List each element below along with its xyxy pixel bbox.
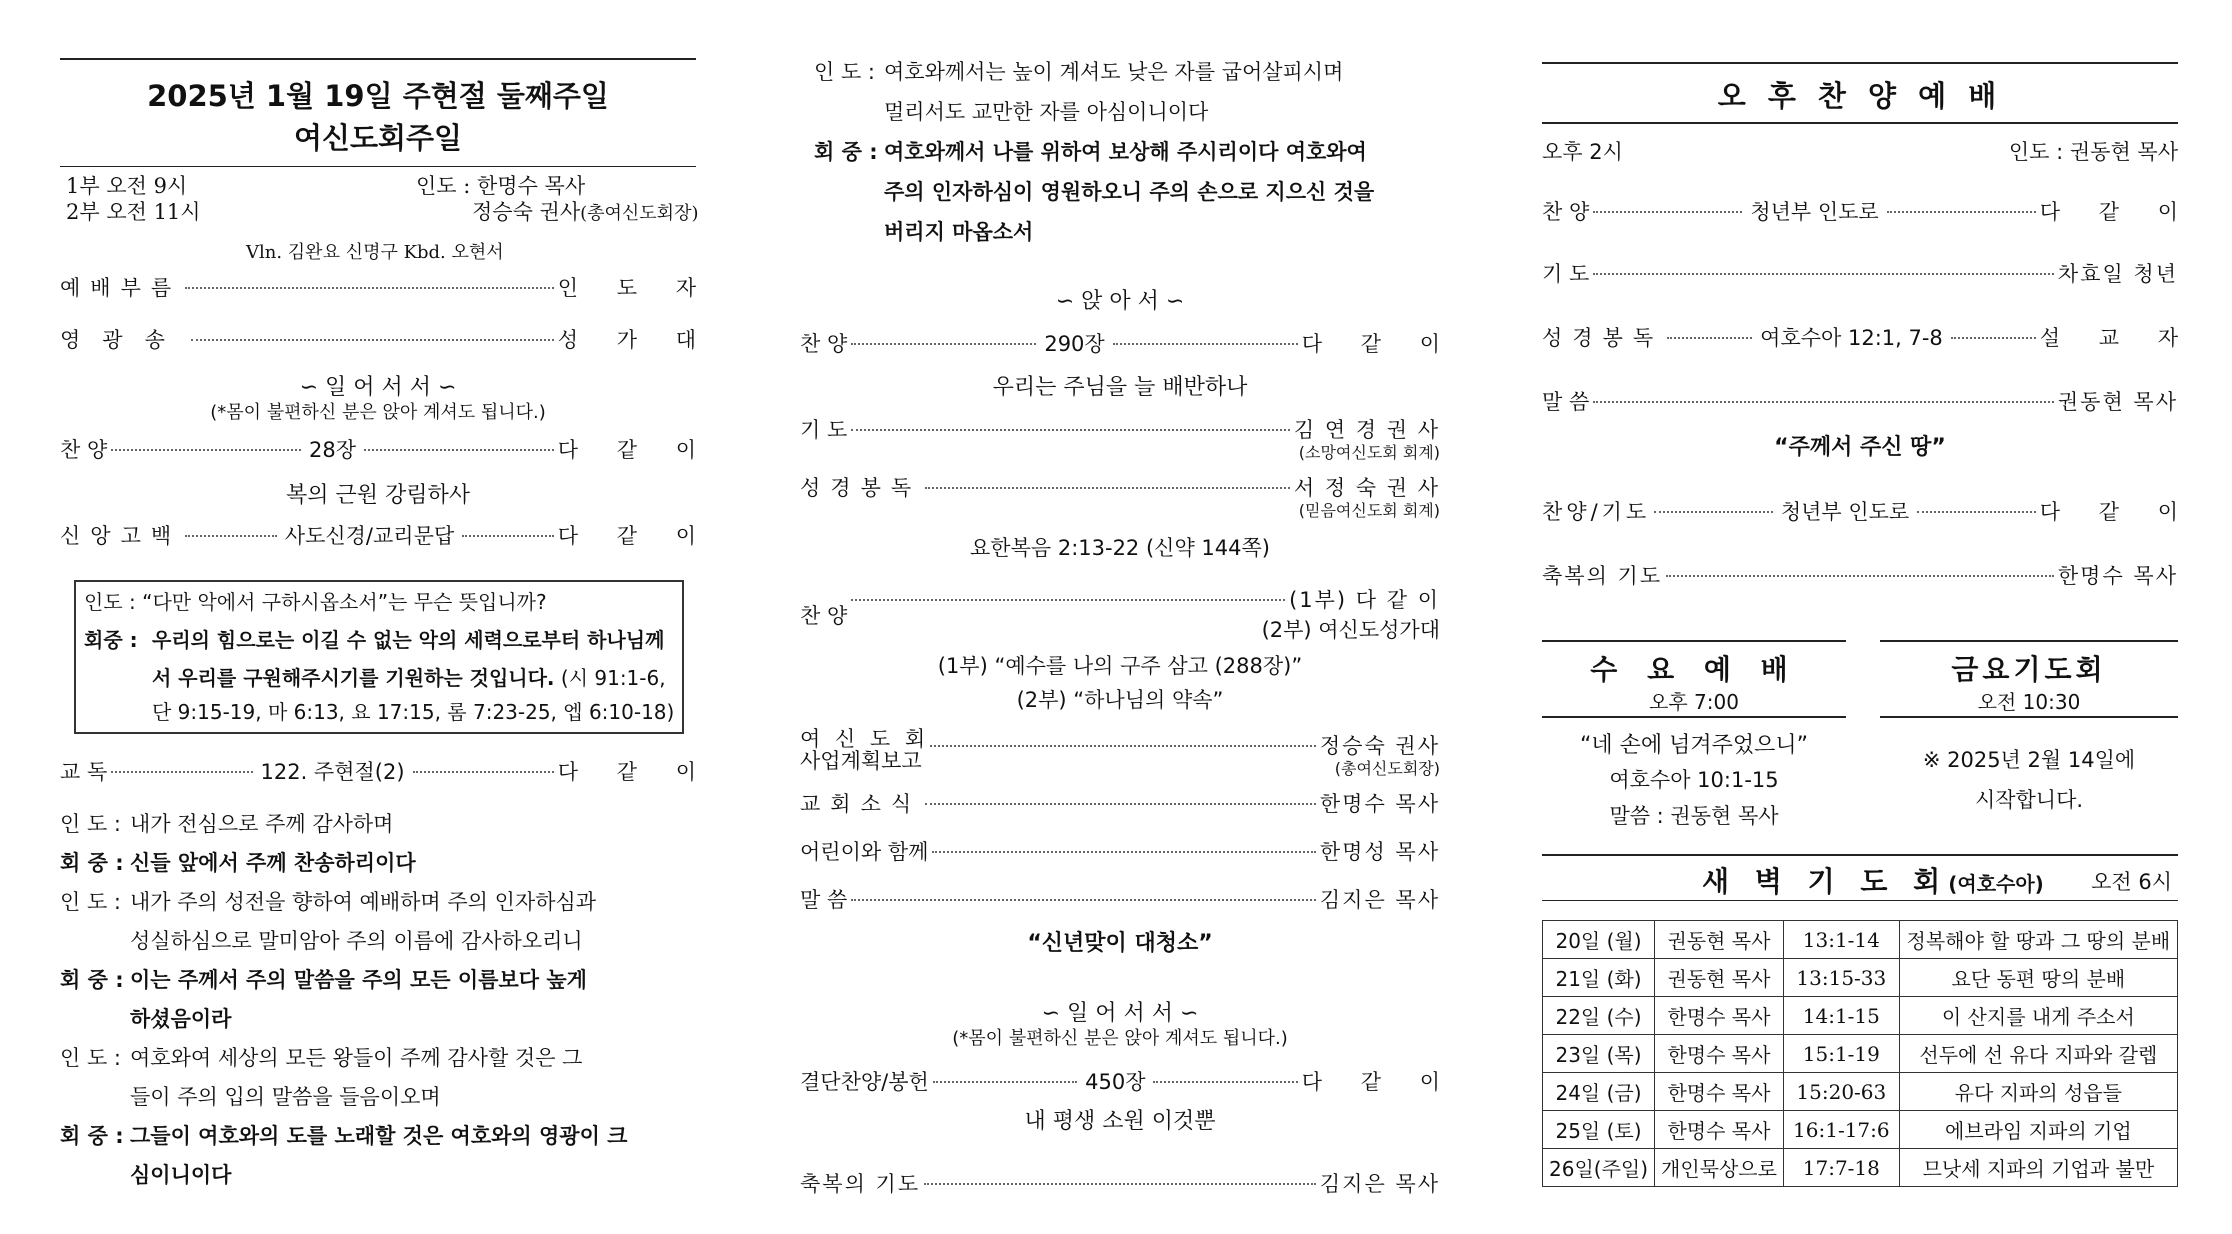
catechism-ref-line: 단 9:15-19, 마 6:13, 요 17:15, 롬 7:23-25, 엡 6:10-18) <box>152 700 675 724</box>
reading-line: 하셨음이라 <box>130 1007 232 1031</box>
friday-title: 금요기도회 <box>1951 653 2107 686</box>
schedule-passage: 13:15-33 <box>1783 959 1899 997</box>
friday-note2: 시작합니다. <box>1974 788 2084 812</box>
plan-label1: 여 신 도 회 <box>800 727 930 751</box>
order-mid: 청년부 인도로 <box>1780 500 1910 524</box>
schedule-preacher: 한명수 목사 <box>1655 997 1784 1035</box>
leader-dots <box>1113 343 1298 345</box>
wednesday-speaker: 말씀 : 권동현 목사 <box>1609 804 1779 828</box>
schedule-date: 26일(주일) <box>1543 1149 1655 1187</box>
schedule-passage: 16:1-17:6 <box>1783 1111 1899 1149</box>
afternoon-header <box>1542 62 2178 124</box>
order-creed <box>60 520 712 550</box>
leader2-name: 정승숙 권사 <box>472 200 581 224</box>
sit-instruction: ∽ 앉 아 서 ∽ <box>1055 289 1185 314</box>
left-column <box>60 0 713 1234</box>
pm-order-praise-prayer <box>1542 496 2195 526</box>
reading-line: 심이니이다 <box>130 1163 232 1187</box>
plan-note: (총여신도회장) <box>1334 759 1440 778</box>
order-choir <box>800 584 1440 628</box>
top-rule <box>60 58 696 60</box>
order-label: 신앙고백 <box>60 524 182 548</box>
order-label: 교회소식 <box>800 792 922 816</box>
dawn-top-rule <box>1542 854 2178 856</box>
schedule-passage: 15:20-63 <box>1783 1073 1899 1111</box>
leader-dots <box>1153 1081 1297 1083</box>
order-label: 기 도 <box>800 418 848 442</box>
reading-line: 여호와께서는 높이 계셔도 낮은 자를 굽어살피시며 <box>884 60 1344 84</box>
schedule-date: 24일 (금) <box>1543 1073 1655 1111</box>
schedule-passage: 15:1-19 <box>1783 1035 1899 1073</box>
order-right: 서 정 숙 권 사 <box>1293 476 1440 500</box>
schedule-preacher: 한명수 목사 <box>1655 1073 1784 1111</box>
dawn-schedule <box>1542 920 2178 1187</box>
leader-dots <box>924 1183 1316 1185</box>
middle-column <box>800 0 1457 1234</box>
leader2 <box>472 196 698 226</box>
order-label: 축복의 기도 <box>800 1172 921 1196</box>
order-right: 다 같 이 <box>557 438 713 462</box>
stand-note: (*몸이 불편하신 분은 앉아 계셔도 됩니다.) <box>210 402 546 423</box>
catechism-answer-line2 <box>152 662 666 691</box>
friday-note1: ※ 2025년 2월 14일에 <box>1922 748 2136 772</box>
schedule-passage: 13:1-14 <box>1783 921 1899 959</box>
leader-dots <box>851 599 1285 601</box>
service1-time: 1부 오전 9시 <box>66 174 188 198</box>
leader-dots <box>851 343 1036 345</box>
table-row <box>1543 997 2178 1035</box>
leader-dots <box>1917 511 2036 513</box>
schedule-topic: 이 산지를 내게 주소서 <box>1899 997 2177 1035</box>
reading-line: 버리지 마옵소서 <box>884 220 1034 244</box>
afternoon-title: 오 후 찬 양 예 배 <box>1717 79 2003 113</box>
friday-header <box>1880 640 2178 718</box>
leader-dots <box>933 1081 1077 1083</box>
reading-line: 이는 주께서 주의 말씀을 주의 모든 이름보다 높게 <box>130 968 587 992</box>
order-label: 찬 양 <box>800 332 848 356</box>
order-label: 결단찬양/봉헌 <box>800 1070 929 1094</box>
hymn1-title: 복의 근원 강림하사 <box>285 483 470 508</box>
order-label: 교 독 <box>60 760 108 784</box>
table-row <box>1543 1073 2178 1111</box>
order-right: 성 가 대 <box>557 328 712 352</box>
order-mid: 사도신경/교리문답 <box>284 524 455 548</box>
leader-dots <box>185 535 277 537</box>
leader-dots <box>364 449 554 451</box>
order-label: 찬 양 <box>1542 200 1590 224</box>
schedule-preacher: 한명수 목사 <box>1655 1035 1784 1073</box>
table-row <box>1543 1035 2178 1073</box>
schedule-date: 23일 (목) <box>1543 1035 1655 1073</box>
order-glory <box>60 324 712 354</box>
order-right: 차효일 청년 <box>2057 262 2178 286</box>
order-mid: 청년부 인도로 <box>1750 200 1879 224</box>
wednesday-title: 수 요 예 배 <box>1590 653 1798 686</box>
dawn-title-main: 새 벽 기 도 회 <box>1702 865 1949 898</box>
leader-dots <box>185 287 554 289</box>
leader-dots <box>925 487 1290 489</box>
order-label: 성경봉독 <box>1542 326 1664 350</box>
order-label: 말 씀 <box>800 888 848 912</box>
order-mid: 여호수아 12:1, 7-8 <box>1760 326 1943 350</box>
leader-dots <box>1654 511 1773 513</box>
order-right: 한명성 목사 <box>1319 840 1440 864</box>
hymn2-title: 우리는 주님을 늘 배반하나 <box>992 375 1248 400</box>
pm-order-prayer <box>1542 258 2178 288</box>
order-mid: 290장 <box>1044 332 1105 356</box>
pm-sermon-title: “주께서 주신 땅” <box>1774 435 1946 460</box>
schedule-topic: 요단 동편 땅의 분배 <box>1899 959 2177 997</box>
order-right: 김지은 목사 <box>1319 888 1440 912</box>
schedule-topic: 유다 지파의 성읍들 <box>1899 1073 2177 1111</box>
stand-note-2: (*몸이 불편하신 분은 앉아 계셔도 됩니다.) <box>952 1028 1288 1049</box>
bulletin-title: 2025년 1월 19일 주현절 둘째주일 <box>147 79 609 113</box>
order-responsive-reading <box>60 756 713 786</box>
order-offering <box>800 1066 1457 1096</box>
leader-dots <box>1667 337 1752 339</box>
reading-line: 그들이 여호와의 도를 노래할 것은 여호와의 영광이 크 <box>130 1124 628 1148</box>
reading-line: 멀리서도 교만한 자를 아심이니이다 <box>884 100 1209 124</box>
dawn-title-sub: (여호수아) <box>1948 872 2044 896</box>
leader-dots <box>111 449 301 451</box>
schedule-preacher: 개인묵상으로 <box>1655 1149 1784 1187</box>
reading-speaker: 인 도 : <box>60 890 121 914</box>
pm-order-scripture <box>1542 322 2195 352</box>
leader-dots <box>1951 337 2036 339</box>
order-label: 찬 양 <box>60 438 108 462</box>
plan-label2: 사업계획보고 <box>800 749 922 773</box>
reading-speaker: 인 도 : <box>60 812 121 836</box>
reading-speaker: 회 중 : <box>814 140 878 164</box>
friday-time: 오전 10:30 <box>1977 690 2081 714</box>
schedule-topic: 정복해야 할 땅과 그 땅의 분배 <box>1899 921 2177 959</box>
musicians: Vln. 김완요 신명구 Kbd. 오현서 <box>246 242 504 263</box>
order-right: 다 같 이 <box>1301 332 1456 356</box>
order-right: 다 같 이 <box>1301 1070 1457 1094</box>
order-right: 다 같 이 <box>2039 200 2194 224</box>
order-hymn2 <box>800 328 1456 358</box>
order-label: 영광송 <box>60 328 187 352</box>
prayer-note: (소망여신도회 회계) <box>1298 443 1440 462</box>
order-right: 인 도 자 <box>557 276 712 300</box>
leader2-note: (총여신도회장) <box>580 203 699 224</box>
wednesday-header <box>1542 640 1846 718</box>
leader-dots <box>462 535 554 537</box>
order-right: 한명수 목사 <box>2057 564 2178 588</box>
choir-right2: (2부) 여신도성가대 <box>1261 618 1440 642</box>
leader-dots <box>925 803 1316 805</box>
order-right: 김 연 경 권 사 <box>1293 418 1440 442</box>
order-news <box>800 788 1440 818</box>
reading-line: 성실하심으로 말미암아 주의 이름에 감사하오리니 <box>130 929 583 953</box>
reading-speaker: 회 중 : <box>60 851 124 875</box>
order-right: (1부) 다 같 이 <box>1289 588 1440 612</box>
order-mid: 122. 주현절(2) <box>260 760 405 784</box>
dawn-title-rule <box>1542 900 2178 901</box>
wednesday-theme: “네 손에 넘겨주었으니” <box>1579 733 1809 758</box>
table-row <box>1543 921 2178 959</box>
reading-speaker: 인 도 : <box>60 1046 121 1070</box>
reading-line: 주의 인자하심이 영원하오니 주의 손으로 지으신 것을 <box>884 180 1375 204</box>
order-benediction <box>800 1168 1440 1198</box>
table-row <box>1543 1111 2178 1149</box>
title-rule <box>60 166 696 167</box>
bulletin-subtitle: 여신도회주일 <box>293 121 463 155</box>
leader-dots <box>1666 575 2054 577</box>
order-right: 정승숙 권사 <box>1319 734 1440 758</box>
order-mid: 28장 <box>309 438 357 462</box>
wednesday-time: 오후 7:00 <box>1649 690 1739 714</box>
schedule-preacher: 권동현 목사 <box>1655 921 1784 959</box>
order-label: 예배부름 <box>60 276 182 300</box>
order-label: 찬양/기도 <box>1542 500 1651 524</box>
leader-dots <box>1593 211 1742 213</box>
order-right: 권동현 목사 <box>2057 390 2178 414</box>
leader-dots <box>1593 273 2054 275</box>
leader-dots <box>1887 211 2036 213</box>
dawn-title <box>1702 860 2044 900</box>
catechism-question: 인도 : “다만 악에서 구하시옵소서”는 무슨 뜻입니까? <box>84 590 547 614</box>
order-label: 어린이와 함께 <box>800 840 929 864</box>
leader-dots <box>930 745 1316 747</box>
pm-order-sermon <box>1542 386 2178 416</box>
reading-line: 신들 앞에서 주께 찬송하리이다 <box>130 851 416 875</box>
schedule-passage: 14:1-15 <box>1783 997 1899 1035</box>
right-column <box>1542 0 2195 1234</box>
scripture-ref: 요한복음 2:13-22 (신약 144쪽) <box>970 536 1270 560</box>
schedule-date: 20일 (월) <box>1543 921 1655 959</box>
reading-speaker: 회 중 : <box>60 968 124 992</box>
leader-dots <box>851 429 1290 431</box>
reading-speaker: 회 중 : <box>60 1124 124 1148</box>
afternoon-time: 오후 2시 <box>1542 140 1623 164</box>
schedule-date: 25일 (토) <box>1543 1111 1655 1149</box>
catechism-answer-line1: 우리의 힘으로는 이길 수 없는 악의 세력으로부터 하나님께 <box>152 628 665 652</box>
leader1: 인도 : 한명수 목사 <box>416 174 586 198</box>
schedule-passage: 17:7-18 <box>1783 1149 1899 1187</box>
schedule-topic: 선두에 선 유다 지파와 갈렙 <box>1899 1035 2177 1073</box>
reading-line: 여호와여 세상의 모든 왕들이 주께 감사할 것은 그 <box>130 1046 583 1070</box>
sermon-title: “신년맞이 대청소” <box>1027 931 1213 956</box>
leader-dots <box>851 899 1316 901</box>
scripture-note: (믿음여신도회 회계) <box>1298 501 1440 520</box>
afternoon-leader: 인도 : 권동현 목사 <box>2008 140 2178 164</box>
dawn-time: 오전 6시 <box>2091 870 2172 894</box>
order-right: 한명수 목사 <box>1319 792 1440 816</box>
reading-line: 여호와께서 나를 위하여 보상해 주시리이다 여호와여 <box>884 140 1367 164</box>
order-label: 기 도 <box>1542 262 1590 286</box>
order-hymn1 <box>60 434 713 464</box>
leader-dots <box>932 851 1315 853</box>
schedule-date: 21일 (화) <box>1543 959 1655 997</box>
order-right: 다 같 이 <box>557 760 713 784</box>
schedule-preacher: 한명수 목사 <box>1655 1111 1784 1149</box>
table-row <box>1543 959 2178 997</box>
offering-title: 내 평생 소원 이것뿐 <box>1024 1109 1216 1134</box>
order-label: 찬 양 <box>800 604 848 628</box>
catechism-answer-label: 회중 : <box>84 628 138 652</box>
order-call-to-worship <box>60 272 712 302</box>
dawn-schedule-table <box>1542 920 2178 1187</box>
table-row <box>1543 1149 2178 1187</box>
catechism-answer-text: 서 우리를 구원해주시기를 기원하는 것입니다. <box>152 666 555 690</box>
order-right: 다 같 이 <box>2039 500 2195 524</box>
schedule-topic: 에브라임 지파의 기업 <box>1899 1111 2177 1149</box>
reading-line: 내가 주의 성전을 향하여 예배하며 주의 인자하심과 <box>130 890 597 914</box>
order-mid: 450장 <box>1085 1070 1146 1094</box>
pm-order-praise <box>1542 196 2194 226</box>
wednesday-ref: 여호수아 10:1-15 <box>1609 768 1779 792</box>
order-right: 김지은 목사 <box>1319 1172 1440 1196</box>
order-label: 축복의 기도 <box>1542 564 1663 588</box>
plan-label <box>800 728 929 772</box>
schedule-preacher: 권동현 목사 <box>1655 959 1784 997</box>
order-right: 설 교 자 <box>2039 326 2195 350</box>
pm-order-blessing <box>1542 560 2178 590</box>
order-label: 말 씀 <box>1542 390 1590 414</box>
leader-dots <box>413 771 554 773</box>
leader-dots <box>191 339 554 341</box>
order-label: 성경봉독 <box>800 476 922 500</box>
leader-dots <box>1593 401 2054 403</box>
leader-dots <box>111 771 252 773</box>
schedule-topic: 므낫세 지파의 기업과 불만 <box>1899 1149 2177 1187</box>
order-sermon <box>800 884 1440 914</box>
stand-instruction: ∽ 일 어 서 서 ∽ <box>299 375 457 400</box>
order-children <box>800 836 1440 866</box>
catechism-ref1: (시 91:1-6, <box>560 666 666 690</box>
reading-speaker: 인 도 : <box>814 60 875 84</box>
reading-line: 들이 주의 입의 말씀을 들음이오며 <box>130 1085 441 1109</box>
choir-song2: (2부) “하나님의 약속” <box>1016 688 1224 712</box>
order-right: 다 같 이 <box>557 524 712 548</box>
choir-song1: (1부) “예수를 나의 구주 삼고 (288장)” <box>937 654 1303 678</box>
service2-time: 2부 오전 11시 <box>66 200 201 224</box>
stand-instruction-2: ∽ 일 어 서 서 ∽ <box>1041 1001 1199 1026</box>
schedule-date: 22일 (수) <box>1543 997 1655 1035</box>
catechism-box <box>74 580 684 734</box>
reading-line: 내가 전심으로 주께 감사하며 <box>130 812 394 836</box>
